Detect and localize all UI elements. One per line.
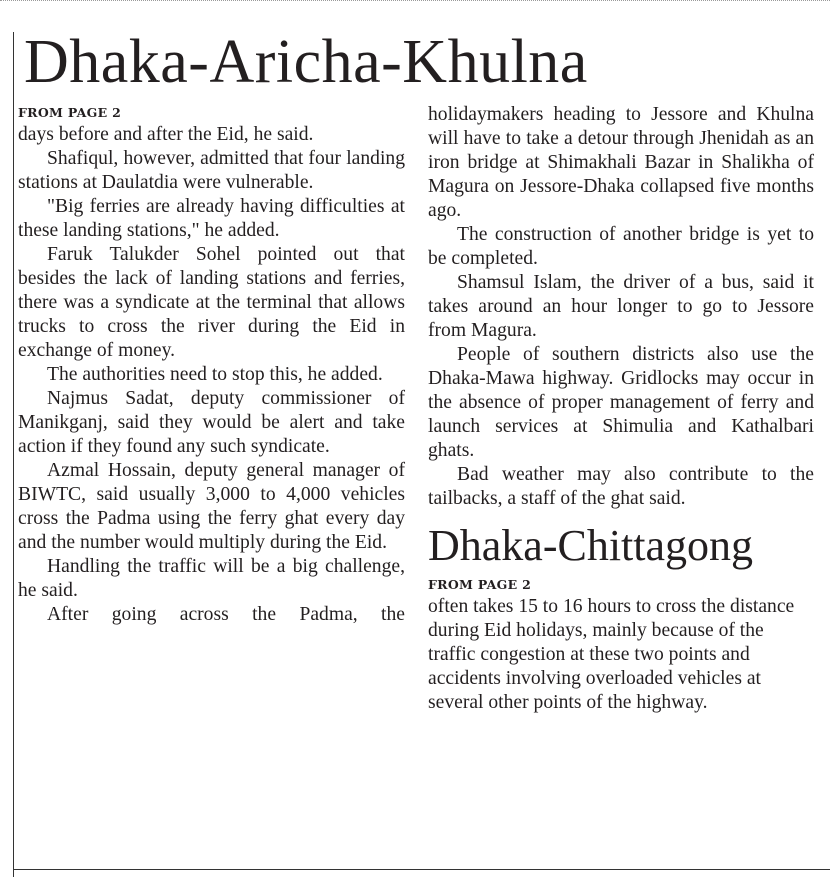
paragraph: Bad weather may also contribute to the tailbacks, a staff of the ghat said. — [428, 464, 814, 509]
article-headline: Dhaka-Aricha-Khulna — [24, 28, 588, 96]
second-jump-label: FROM PAGE 2 — [428, 577, 532, 592]
paragraph: "Big ferries are already having difficulties at these landing stations," he added. — [18, 196, 405, 241]
bottom-rule — [13, 869, 830, 870]
second-article-paragraph: often takes 15 to 16 hours to cross the distance during Eid holidays, mainly because of the traffic congestion at these two points and accidents involving overloaded vehicles at several other points of the highway. — [428, 596, 795, 713]
top-dotted-rule — [0, 0, 830, 1]
left-column-rule — [13, 32, 14, 877]
paragraph: Handling the traffic will be a big challenge, he said. — [18, 556, 405, 601]
right-column — [428, 103, 814, 715]
paragraph: Shafiqul, however, admitted that four landing stations at Daulatdia were vulnerable. — [18, 148, 405, 193]
second-article-headline: Dhaka-Chittagong — [428, 521, 754, 570]
paragraph-continuation: holidaymakers heading to Jessore and Khulna will have to take a detour through Jhenidah as an iron bridge at Shimakhali Bazar in Shalikha of Magura on Jessore-Dhaka collapsed five months ago. — [428, 104, 814, 221]
paragraph: People of southern districts also use the Dhaka-Mawa highway. Gridlocks may occur in the absence of proper management of ferry and launch services at Shimulia and Kathalbari ghats. — [428, 344, 814, 461]
paragraph: Najmus Sadat, deputy commissioner of Manikganj, said they would be alert and take action if they found any such syndicate. — [18, 388, 405, 457]
paragraph: The construction of another bridge is yet to be completed. — [428, 224, 814, 269]
paragraph: The authorities need to stop this, he added. — [47, 364, 383, 385]
paragraph-continued: After going across the Padma, the — [47, 604, 405, 625]
paragraph: days before and after the Eid, he said. — [18, 124, 314, 145]
paragraph: Shamsul Islam, the driver of a bus, said it takes around an hour longer to go to Jessore from Magura. — [428, 272, 814, 341]
jump-label: FROM PAGE 2 — [18, 105, 122, 120]
left-column — [18, 103, 405, 627]
paragraph: Faruk Talukder Sohel pointed out that besides the lack of landing stations and ferries, there was a syndicate at the terminal that allows trucks to cross the river during the Eid in exchange of money. — [18, 244, 405, 361]
paragraph: Azmal Hossain, deputy general manager of BIWTC, said usually 3,000 to 4,000 vehicles cross the Padma using the ferry ghat every day and the number would multiply during the Eid. — [18, 460, 405, 553]
